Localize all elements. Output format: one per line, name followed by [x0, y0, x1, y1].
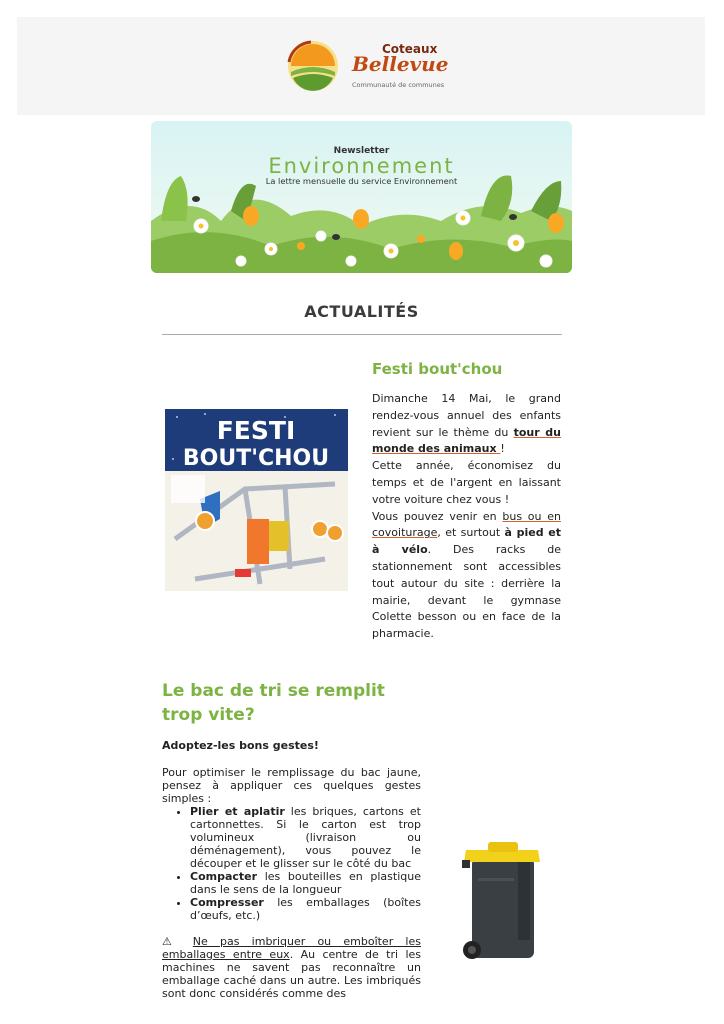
festi-p1-end: ! [500, 442, 505, 456]
festi-body [372, 391, 561, 643]
festi-paragraph-1 [372, 391, 561, 458]
warning-emphasis: Ne pas imbriquer ou emboîter les emballages entre eux [162, 935, 421, 961]
warning-text: . Au centre de tri les machines ne savent pas reconnaître un emballage caché dans un autre. Les imbriqués sont donc considérés comme des [162, 948, 421, 1000]
list-item-bold: Plier et aplatir [190, 805, 285, 818]
divider [162, 334, 562, 335]
warning-icon: ⚠ [162, 935, 181, 948]
banner-title: Environnement [268, 154, 455, 178]
poster-title-2: BOUT'CHOU [182, 446, 330, 471]
tri-intro: Pour optimiser le remplissage du bac jaune, pensez à appliquer ces quelques gestes simples : [162, 766, 421, 805]
logo-tagline: Communauté de communes [352, 81, 445, 89]
festi-paragraph-3 [372, 509, 561, 643]
tri-warning [162, 935, 421, 1000]
list-item [190, 896, 421, 922]
festi-heading: Festi bout'chou [372, 360, 503, 378]
festi-p3-bold: à pied et à vélo [372, 526, 561, 557]
festi-p1-text: Dimanche 14 Mai, le grand rendez-vous annuel des enfants revient sur le thème du [372, 392, 561, 439]
festi-p3-mid: , et surtout [437, 526, 505, 540]
yellow-recycling-bin-image [458, 838, 546, 966]
list-item-bold: Compacter [190, 870, 258, 883]
logo-line-2: Bellevue [352, 52, 449, 76]
list-item-text: les emballages (boîtes d’œufs, etc.) [190, 896, 421, 922]
banner-kicker: Newsletter [333, 146, 390, 156]
festi-boutchou-poster [165, 409, 348, 591]
festi-theme-link[interactable]: tour du monde des animaux [372, 425, 561, 456]
list-item [190, 805, 421, 870]
tri-body [162, 766, 421, 1000]
tri-heading: Le bac de tri se remplit trop vite? [162, 681, 385, 725]
list-item [190, 870, 421, 896]
newsletter-banner [151, 121, 572, 273]
tri-list [162, 805, 421, 922]
poster-title-1: FESTI [216, 416, 296, 445]
festi-p3-text: Vous pouvez venir en [372, 509, 503, 523]
list-item-text: les bouteilles en plastique dans le sens de la longueur [190, 870, 421, 896]
meadow-illustration [151, 121, 572, 273]
festi-paragraph-2: Cette année, économisez du temps et de l'argent en laissant votre voiture chez vous ! [372, 459, 561, 506]
logo-line-1: Coteaux [382, 42, 438, 56]
bus-covoiturage-link[interactable]: bus ou en covoiturage [372, 509, 561, 540]
section-title: ACTUALITÉS [304, 302, 419, 321]
banner-subtitle: La lettre mensuelle du service Environnement [265, 176, 458, 186]
list-item-text: les briques, cartons et cartonnettes. Si le carton est trop volumineux (livraison ou déménagement), vous pouvez le découper et le glisser sur le côté du bac [190, 805, 421, 870]
tri-subheading: Adoptez-les bons gestes! [162, 739, 319, 752]
list-item-bold: Compresser [190, 896, 264, 909]
festi-p3-end: . Des racks de stationnement sont accessibles tout autour du site : derrière la mairie, devant le gymnase Colette besson ou en face de la pharmacie. [372, 543, 561, 641]
